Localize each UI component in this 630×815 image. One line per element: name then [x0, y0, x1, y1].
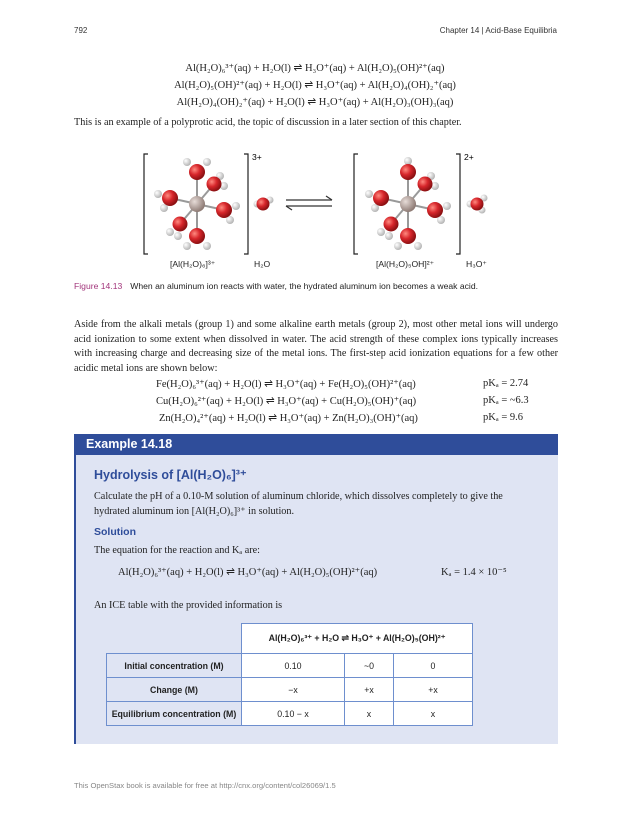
example-number: Example 14.18: [86, 437, 173, 451]
label-hydronium: H₃O⁺: [466, 259, 487, 269]
reaction-equation: Al(H₂O)₆³⁺(aq) + H₂O(l) ⇌ H₃O⁺(aq) + Al(H₂O)₅(OH)²⁺(aq): [118, 567, 378, 578]
zn-equation: Zn(H₂O)₄²⁺(aq) + H₂O(l) ⇌ H₃O⁺(aq) + Zn(H₂O)₃(OH)⁺(aq): [159, 413, 418, 424]
hydronium-molecule: [467, 195, 488, 214]
cu-pka: pKₐ = ~6.3: [483, 395, 529, 406]
table-cell: −x: [242, 678, 345, 702]
example-title: Hydrolysis of [Al(H₂O)₆]³⁺: [94, 468, 247, 482]
polyprotic-text: This is an example of a polyprotic acid, the topic of discussion in a later section of this chapter.: [74, 117, 462, 128]
equation-1: Al(H₂O)₆³⁺(aq) + H₂O(l) ⇌ H₃O⁺(aq) + Al(H₂O)₅(OH)²⁺(aq): [185, 63, 445, 74]
table-cell: 0: [394, 654, 473, 678]
table-cell: 0.10: [242, 654, 345, 678]
fe-pka: pKₐ = 2.74: [483, 378, 529, 389]
table-row: [107, 702, 473, 726]
equation-3: Al(H₂O)₄(OH)₂⁺(aq) + H₂O(l) ⇌ H₃O⁺(aq) + Al(H₂O)₃(OH)₃(aq): [176, 97, 454, 108]
table-row: [107, 678, 473, 702]
ice-header-reaction: Al(H₂O)₆³⁺ + H₂O ⇌ H₃O⁺ + Al(H₂O)₅(OH)²⁺: [242, 624, 473, 654]
label-al-hexaaqua: [Al(H₂O)₆]³⁺: [170, 259, 216, 269]
figure-caption-text: When an aluminum ion reacts with water, the hydrated aluminum ion becomes a weak acid.: [130, 281, 479, 291]
equilibrium-arrow: [286, 196, 332, 210]
chapter-header: Chapter 14 | Acid-Base Equilibria: [439, 26, 557, 35]
ka-value: Kₐ = 1.4 × 10⁻⁵: [441, 567, 507, 578]
table-row: [107, 654, 473, 678]
problem-line-2: hydrated aluminum ion [Al(H₂O)₆]³⁺ in solution.: [94, 506, 295, 517]
ice-table: [106, 623, 473, 726]
example-header-bar: [74, 434, 558, 455]
label-al-pentaaqua: [Al(H₂O)₅OH]²⁺: [376, 259, 435, 269]
table-cell: +x: [394, 678, 473, 702]
label-water: H₂O: [254, 259, 271, 269]
charge-right: 2+: [464, 152, 474, 162]
charge-left: 3+: [252, 152, 262, 162]
ice-row-label-equilibrium: Equilibrium concentration (M): [107, 702, 242, 726]
figure-caption: [74, 281, 478, 291]
zn-pka: pKₐ = 9.6: [483, 412, 524, 423]
al-pentaaqua-hydroxo-molecule: [365, 157, 451, 250]
figure-14-13: [74, 148, 558, 280]
figure-caption-label: Figure 14.13: [74, 281, 123, 291]
ice-row-label-initial: Initial concentration (M): [107, 654, 242, 678]
problem-line-1: Calculate the pH of a 0.10-M solution of aluminum chloride, which dissolves completely to give the: [94, 491, 503, 502]
water-molecule: [254, 197, 274, 211]
ice-intro: An ICE table with the provided information is: [94, 600, 283, 611]
table-cell: x: [394, 702, 473, 726]
table-cell: 0.10 − x: [242, 702, 345, 726]
table-cell: x: [345, 702, 394, 726]
table-cell: ~0: [345, 654, 394, 678]
solution-text: The equation for the reaction and Kₐ are:: [94, 545, 260, 556]
solution-heading: Solution: [94, 526, 136, 538]
cu-equation: Cu(H₂O)₆²⁺(aq) + H₂O(l) ⇌ H₃O⁺(aq) + Cu(H₂O)₅(OH)⁺(aq): [156, 396, 417, 407]
al-hexaaqua-molecule: [154, 158, 240, 250]
aside-paragraph: Aside from the alkali metals (group 1) and some alkaline earth metals (group 2), most other metal ions will undergo acid ionization to some extent when dissolved in water. The acid strength of these complex ions typically increases with increasing charge and decreasing size of the metal ions. The first-step acid ionization equations for a few other acidic metal ions are shown below:: [74, 319, 558, 374]
footer-text: This OpenStax book is available for free at http://cnx.org/content/col26069/1.5: [74, 781, 336, 790]
ice-row-label-change: Change (M): [107, 678, 242, 702]
table-cell: +x: [345, 678, 394, 702]
equation-2: Al(H₂O)₅(OH)²⁺(aq) + H₂O(l) ⇌ H₃O⁺(aq) + Al(H₂O)₄(OH)₂⁺(aq): [174, 80, 456, 91]
fe-equation: Fe(H₂O)₆³⁺(aq) + H₂O(l) ⇌ H₃O⁺(aq) + Fe(H₂O)₅(OH)²⁺(aq): [156, 379, 416, 390]
page-number: 792: [74, 26, 88, 35]
